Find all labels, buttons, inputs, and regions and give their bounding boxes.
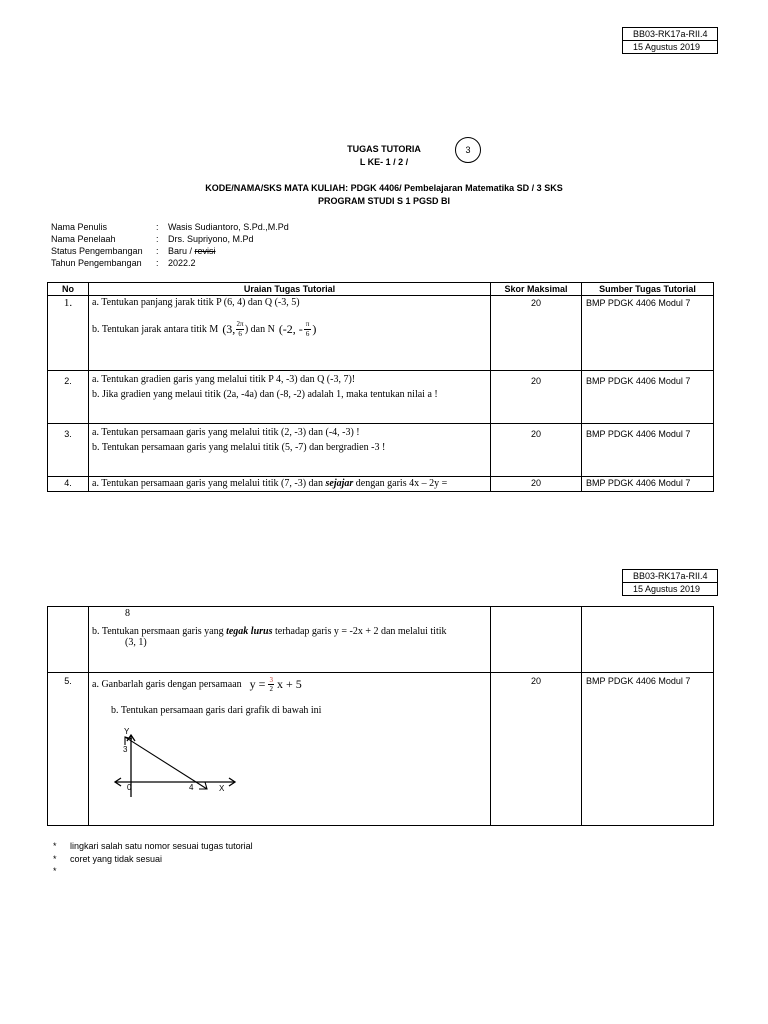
task-b-text: b. Tentukan jarak antara titik M <box>92 324 219 335</box>
doc-code-box-page2 <box>622 569 718 596</box>
header-sumber: Sumber Tugas Tutorial <box>582 283 714 296</box>
fraction-den: 6 <box>238 330 242 338</box>
task-b-mid: ) dan N <box>244 324 275 335</box>
row-uraian <box>89 296 491 371</box>
line-graph <box>113 727 253 799</box>
table-row <box>48 673 714 826</box>
task-b-point: (3, 1) <box>125 637 147 648</box>
row-uraian <box>89 673 491 826</box>
row-no: 1. <box>48 296 89 371</box>
meta-colon: : <box>156 258 159 268</box>
task-b: b. Tentukan persamaan garis yang melalui titik (5, -7) dan bergradien -3 ! <box>92 442 386 453</box>
row-skor: 20 <box>491 673 582 826</box>
fraction-m <box>236 320 244 339</box>
row-uraian <box>89 424 491 477</box>
row-skor: 20 <box>491 371 582 424</box>
table-row <box>48 371 714 424</box>
meta-value <box>168 245 216 257</box>
row-sumber: BMP PDGK 4406 Modul 7 <box>582 296 714 371</box>
task-b: b. Jika gradien yang melaui titik (2a, -4a) dan (-8, -2) adalah 1, maka tentukan nilai a ! <box>92 389 438 400</box>
meta-colon: : <box>156 222 159 232</box>
task-b-emphasis: tegak lurus <box>226 626 273 637</box>
meta-value: 2022.2 <box>168 258 196 268</box>
header-uraian: Uraian Tugas Tutorial <box>89 283 491 296</box>
meta-colon: : <box>156 234 159 244</box>
task-b <box>92 626 490 637</box>
doc-date: 15 Agustus 2019 <box>623 40 717 53</box>
meta-label: Nama Penelaah <box>51 234 116 244</box>
y-axis-label: Y <box>124 727 130 736</box>
table-row <box>48 296 714 371</box>
title-line2: L KE- 1 / 2 / <box>359 157 409 167</box>
footnote-marker: * * <box>53 854 57 876</box>
point-n: (-2, - <box>278 322 303 336</box>
row-skor: 20 <box>491 296 582 371</box>
table-row <box>48 607 714 673</box>
task-a-text: a. Ganbarlah garis dengan persamaan <box>92 679 242 690</box>
footnote-text: coret yang tidak sesuai <box>70 854 163 864</box>
row-sumber <box>582 607 714 673</box>
task-b: b. Tentukan persamaan garis dari grafik di bawah ini <box>111 705 322 716</box>
row-no: 3. <box>48 424 89 477</box>
row-skor: 20 <box>491 424 582 477</box>
meta-value: Drs. Supriyono, M.Pd <box>168 234 254 244</box>
table-header-row <box>48 283 714 296</box>
status-baru: Baru / <box>168 246 195 256</box>
program-line: PROGRAM STUDI S 1 PGSD BI <box>317 196 451 206</box>
y-tick-label: 3 <box>123 745 128 754</box>
row-sumber: BMP PDGK 4406 Modul 7 <box>582 673 714 826</box>
table-row <box>48 424 714 477</box>
footnote-marker: * <box>53 841 57 851</box>
task-a-emphasis: sejajar <box>325 478 354 489</box>
task-table <box>47 282 714 492</box>
task-a: a. Tentukan panjang jarak titik P (6, 4) dan Q (-3, 5) <box>92 297 300 308</box>
doc-code: BB03-RK17a-RII.4 <box>633 571 708 581</box>
fraction-num: 2π <box>236 320 244 328</box>
task-a-text-end: dengan garis 4x – 2y = <box>353 478 448 489</box>
title-line1: TUGAS TUTORIA <box>347 144 421 154</box>
row-sumber: BMP PDGK 4406 Modul 7 <box>582 371 714 424</box>
fraction-den: 6 <box>305 330 310 338</box>
footnote-text: lingkari salah satu nomor sesuai tugas tutorial <box>70 841 253 851</box>
row-sumber: BMP PDGK 4406 Modul 7 <box>582 424 714 477</box>
task-a <box>92 676 490 693</box>
circled-number: 3 <box>455 137 481 163</box>
row-no: 2. <box>48 371 89 424</box>
meta-label: Nama Penulis <box>51 222 108 232</box>
course-line: KODE/NAMA/SKS MATA KULIAH: PDGK 4406/ Pembelajaran Matematika SD / 3 SKS <box>205 183 563 193</box>
continued-value: 8 <box>125 608 130 619</box>
fraction-num: π <box>305 320 310 328</box>
fraction-num: 3 <box>269 676 273 684</box>
doc-code-box <box>622 27 718 54</box>
row-no: 5. <box>48 673 89 826</box>
row-no: 4. <box>48 477 89 492</box>
row-uraian <box>89 477 491 492</box>
row-sumber: BMP PDGK 4406 Modul 7 <box>582 477 714 492</box>
row-skor: 20 <box>491 477 582 492</box>
meta-colon: : <box>156 246 159 256</box>
origin-label: 0 <box>127 783 132 792</box>
x-tick-label: 4 <box>189 783 194 792</box>
row-uraian <box>89 607 491 673</box>
equation-fraction <box>268 676 274 693</box>
point-m: (3, <box>222 322 236 336</box>
status-revisi-struck: revisi <box>194 246 216 256</box>
task-b <box>92 320 490 339</box>
table-row <box>48 477 714 492</box>
doc-date: 15 Agustus 2019 <box>623 582 717 595</box>
row-no <box>48 607 89 673</box>
task-a: a. Tentukan gradien garis yang melalui titik P 4, -3) dan Q (-3, 7)! <box>92 374 356 385</box>
equation-lhs: y = <box>249 677 266 691</box>
row-skor <box>491 607 582 673</box>
row-uraian <box>89 371 491 424</box>
doc-code: BB03-RK17a-RII.4 <box>633 29 708 39</box>
task-b-end: ) <box>312 322 317 336</box>
equation-rhs: x + 5 <box>276 677 302 691</box>
task-a: a. Tentukan persamaan garis yang melalui titik (2, -3) dan (-4, -3) ! <box>92 427 360 438</box>
task-table-continued <box>47 606 714 826</box>
task-b-text-end: terhadap garis y = -2x + 2 dan melalui titik <box>272 626 447 637</box>
header-skor: Skor Maksimal <box>491 283 582 296</box>
task-a-text: a. Tentukan persamaan garis yang melalui titik (7, -3) dan <box>92 478 326 489</box>
meta-label: Tahun Pengembangan <box>51 258 142 268</box>
meta-value: Wasis Sudiantoro, S.Pd.,M.Pd <box>168 222 289 232</box>
meta-label: Status Pengembangan <box>51 246 143 256</box>
header-no: No <box>48 283 89 296</box>
fraction-den: 2 <box>269 685 273 693</box>
task-b-text: b. Tentukan persmaan garis yang <box>92 626 227 637</box>
graph-line <box>125 737 207 789</box>
x-axis-label: X <box>219 784 225 793</box>
fraction-n <box>304 320 312 339</box>
